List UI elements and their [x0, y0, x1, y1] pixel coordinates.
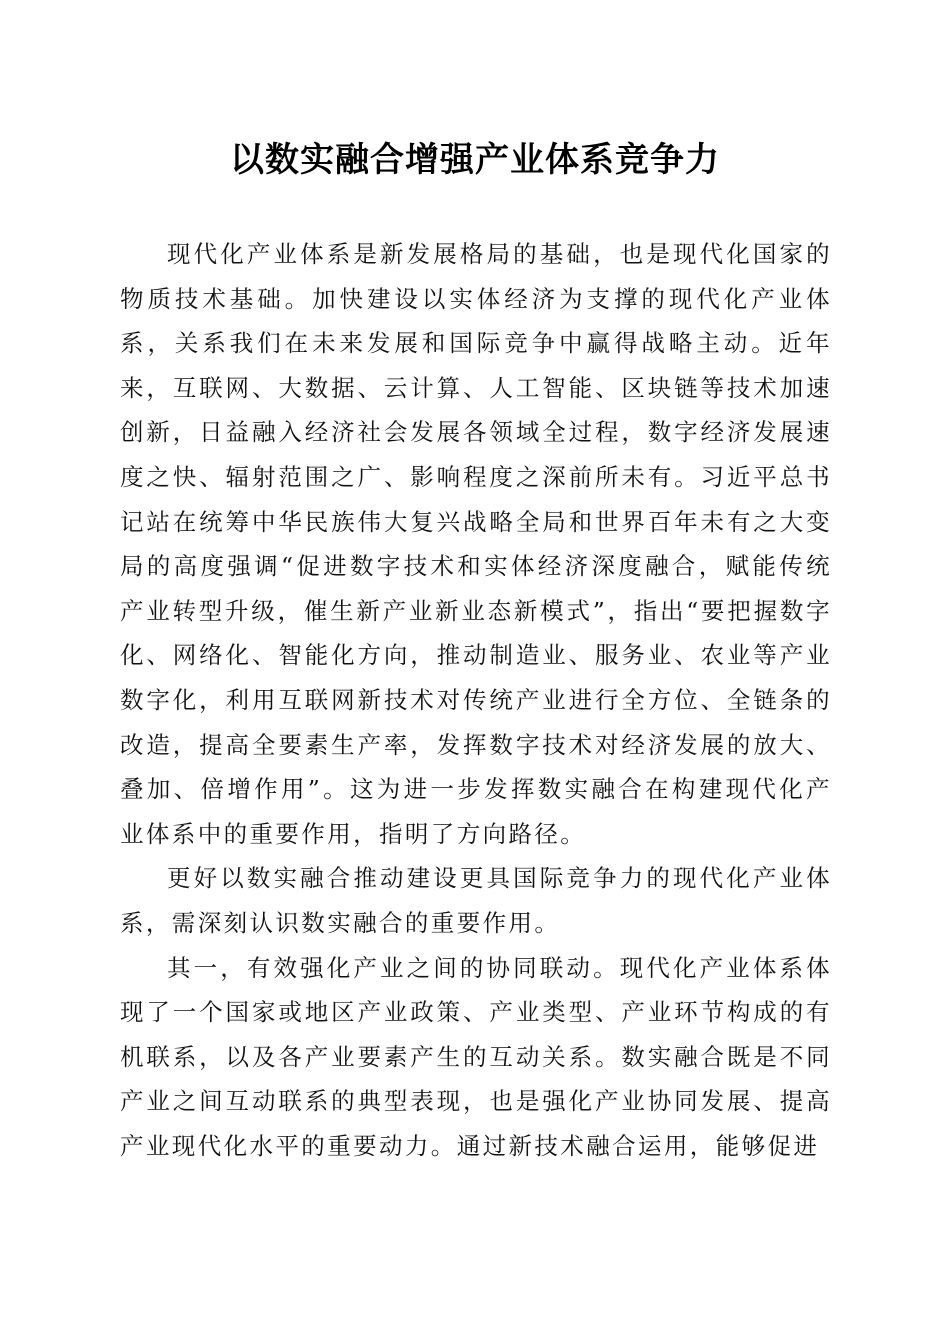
- document-body: [120, 232, 832, 1168]
- paragraph-intro: 现代化产业体系是新发展格局的基础，也是现代化国家的物质技术基础。加快建设以实体经济为支撑的现代化产业体系，关系我们在未来发展和国际竞争中赢得战略主动。近年来，互联网、大数据、云计算、人工智能、区块链等技术加速创新，日益融入经济社会发展各领域全过程，数字经济发展速度之快、辐射范围之广、影响程度之深前所未有。习近平总书记站在统筹中华民族伟大复兴战略全局和世界百年未有之大变局的高度强调“促进数字技术和实体经济深度融合，赋能传统产业转型升级，催生新产业新业态新模式”，指出“要把握数字化、网络化、智能化方向，推动制造业、服务业、农业等产业数字化，利用互联网新技术对传统产业进行全方位、全链条的改造，提高全要素生产率，发挥数字技术对经济发展的放大、叠加、倍增作用”。这为进一步发挥数实融合在构建现代化产业体系中的重要作用，指明了方向路径。: [120, 240, 832, 848]
- document-title: 以数实融合增强产业体系竞争力: [230, 140, 720, 180]
- paragraph-point-one: 其一，有效强化产业之间的协同联动。现代化产业体系体现了一个国家或地区产业政策、产业类型、产业环节构成的有机联系，以及各产业要素产生的互动关系。数实融合既是不同产业之间互动联系的典型表现，也是强化产业协同发展、提高产业现代化水平的重要动力。通过新技术融合运用，能够促进: [120, 953, 832, 1160]
- paragraph-transition: 更好以数实融合推动建设更具国际竞争力的现代化产业体系，需深刻认识数实融合的重要作用。: [120, 864, 832, 937]
